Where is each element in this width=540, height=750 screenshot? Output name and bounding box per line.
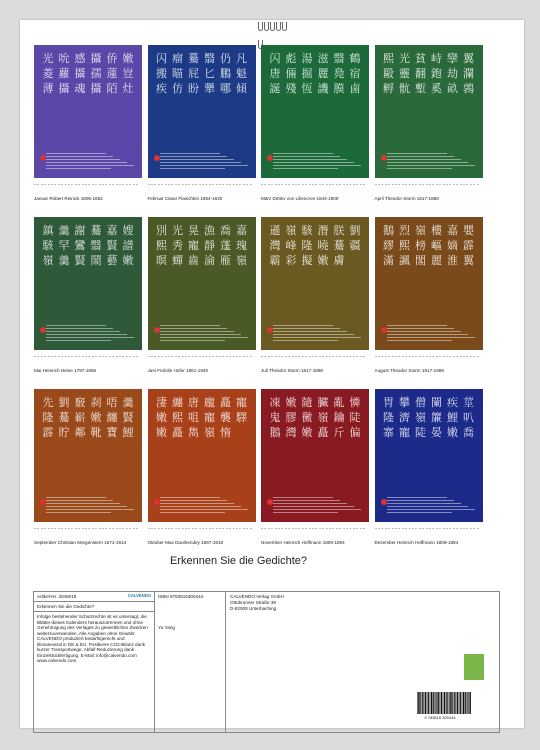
- barcode-bar: [428, 692, 429, 714]
- month-card: [261, 217, 369, 382]
- barcode-bar: [418, 692, 420, 714]
- barcode-bar: [457, 692, 459, 714]
- poem-text-lines: [160, 323, 244, 343]
- month-caption: August Theodor Storm 1817-1888: [374, 368, 444, 373]
- info-left-column: [34, 592, 155, 732]
- barcode-bar: [436, 692, 437, 714]
- subject-text: Erkennen Sie die Gedichte?: [37, 604, 95, 609]
- spiral-binding: [258, 18, 288, 28]
- date-strip: [261, 178, 369, 192]
- seal-script-glyphs: 鵝 烈 嶺 樓 嘉 嬰 繆 熙 榜 嶇 嫡 霹 滿 諷 閣 麗 淮 翼: [383, 224, 474, 267]
- poem-text-lines: [387, 323, 471, 343]
- barcode-bar: [425, 692, 427, 714]
- calligraphy-artwork: [34, 389, 142, 522]
- article-number: Artikel-Nr. 2045018: [37, 594, 77, 599]
- date-strip: [261, 522, 369, 536]
- barcode-number: 9 783516 300444: [424, 715, 456, 720]
- barcode-bar: [455, 692, 456, 714]
- month-card: [148, 45, 256, 210]
- date-strip: [375, 522, 483, 536]
- month-caption: Dezember Heinrich Hoffmann 1809-1894: [374, 540, 459, 545]
- barcode-bar: [459, 692, 460, 714]
- barcode-bar: [462, 692, 463, 714]
- seal-script-glyphs: 闪 瘤 驀 翳 仍 凡 搬 瞄 屁 匕 鵬 魁 疾 仿 盼 犟 哪 傾: [156, 52, 247, 95]
- poem-text-lines: [46, 323, 130, 343]
- month-caption: Januar Robert Reinick 1805-1852: [34, 196, 103, 201]
- month-card: [261, 45, 369, 210]
- month-card: [34, 389, 142, 554]
- legal-text: Infolge bestehender Schutzrechte ist es untersagt, die Blätter dieses Kalenders herauszutrennen und ohne Genehmigung des Verlages zu gewerblichen Zwecken weiterzuverwenden. Alle Angaben ohne Gewähr. CALVENDO produziert bedarfsgerecht und klimaneutral in DE & EU. Positivere CO2-Bilanz dank kurzer Transportwege. Abfall-Reduzierung dank Einzelstückfertigung. E-Mail: info@calvendo.com www.calvendo.com: [37, 614, 148, 663]
- barcode-bar: [460, 692, 461, 714]
- barcode-bar: [446, 692, 447, 714]
- month-card: [375, 45, 483, 210]
- month-caption: Juli Theodor Storm 1817-1888: [261, 368, 323, 373]
- date-strip: [375, 178, 483, 192]
- date-strip: [34, 178, 142, 192]
- date-strip: [375, 350, 483, 364]
- info-right-column: [226, 592, 416, 732]
- seal-script-glyphs: 光 吮 感 攝 侨 嫩 菱 蘿 攝 孺 蓮 豈 薄 攝 魂 攝 陌 灶: [42, 52, 134, 95]
- month-card: [261, 389, 369, 554]
- calligraphy-artwork: [375, 45, 483, 178]
- poem-text-lines: [160, 495, 244, 515]
- calligraphy-artwork: [261, 45, 369, 178]
- calendar-title: Erkennen Sie die Gedichte?: [170, 555, 307, 567]
- author: Yu Yang: [158, 625, 175, 630]
- poem-text-lines: [273, 323, 357, 343]
- calligraphy-artwork: [148, 217, 256, 350]
- barcode-bar: [420, 692, 421, 714]
- poem-text-lines: [273, 495, 357, 515]
- publisher-line-3: D-82008 Unterhaching: [230, 606, 277, 611]
- month-caption: Oktober Max Dauthendey 1867-1918: [147, 540, 224, 545]
- barcode-bar: [467, 692, 468, 714]
- month-card: [148, 389, 256, 554]
- calligraphy-artwork: [375, 217, 483, 350]
- barcode-bar: [463, 692, 465, 714]
- month-card: [148, 217, 256, 382]
- barcode-bar: [437, 692, 439, 714]
- poem-text-lines: [46, 151, 130, 171]
- barcode-bar: [417, 692, 418, 714]
- month-caption: Juni Fridolin Hofer 1861-1940: [147, 368, 209, 373]
- barcode-bar: [443, 692, 444, 714]
- seal-script-glyphs: 鎮 羹 謝 驀 嘉 嫂 駭 罕 鸞 翳 賢 譜 嶺 羹 賢 鬧 藝 嫩: [42, 224, 134, 267]
- calligraphy-artwork: [261, 389, 369, 522]
- barcode-bar: [450, 692, 452, 714]
- eco-leaf-icon: [464, 654, 484, 680]
- barcode-bar: [427, 692, 428, 714]
- barcode-bar: [430, 692, 431, 714]
- calligraphy-artwork: [34, 217, 142, 350]
- seal-script-glyphs: 熙 光 貧 峙 孿 翼 毆 靈 翻 鉋 劫 瀾 孵 骯 塹 奚 畝 鶉: [383, 52, 474, 95]
- barcode-bar: [435, 692, 436, 714]
- month-caption: Mai Heinrich Heine 1797-1856: [34, 368, 97, 373]
- calvendo-logo: CALVENDO: [127, 593, 151, 598]
- barcode-bar: [468, 692, 469, 714]
- date-strip: [34, 522, 142, 536]
- month-card: [375, 389, 483, 554]
- month-card: [375, 217, 483, 382]
- barcode-bar: [452, 692, 453, 714]
- month-card: [34, 45, 142, 210]
- calligraphy-artwork: [375, 389, 483, 522]
- info-mid-column: [155, 592, 226, 732]
- month-caption: November Heinrich Hoffmann 1809-1894: [261, 540, 345, 545]
- month-caption: März Detlev von Liliencron 1844-1909: [261, 196, 339, 201]
- seal-script-glyphs: 遜 嶺 駭 潛 朕 劉 灣 峰 隆 曉 驀 疆 霸 彩 擬 嫩 膚: [269, 224, 361, 267]
- date-strip: [148, 522, 256, 536]
- poem-text-lines: [273, 151, 357, 171]
- barcode-bar: [447, 692, 448, 714]
- month-caption: Februar Cäsar Flaischlen 1864-1920: [147, 196, 223, 201]
- seal-script-glyphs: 闪 彪 湯 滋 翳 鶴 唐 倆 掘 麗 鳧 宿 誕 殘 恆 譏 膜 鹵: [269, 52, 361, 95]
- poem-text-lines: [46, 495, 130, 515]
- poem-text-lines: [387, 151, 471, 171]
- isbn: ISBN 9783516300444: [158, 594, 204, 599]
- month-caption: September Christian Morgenstern 1871-1914: [34, 540, 127, 545]
- calligraphy-artwork: [148, 389, 256, 522]
- month-caption: April Theodor Storm 1817-1888: [374, 196, 439, 201]
- barcode-bar: [431, 692, 433, 714]
- barcode-bar: [454, 692, 455, 714]
- barcode-bar: [422, 692, 423, 714]
- subject-row: [34, 602, 154, 612]
- barcode-bar: [440, 692, 441, 714]
- date-strip: [148, 178, 256, 192]
- seal-script-glyphs: 先 劉 竅 刹 唔 羹 隆 驀 嶄 嫩 纏 賢 霹 貯 鄰 靴 寶 鯉: [42, 396, 134, 439]
- seal-script-glyphs: 別 光 晃 漁 喬 嘉 熙 秀 寵 靜 蓬 瑰 暝 蟬 齒 淪 雁 嶺: [156, 224, 247, 267]
- seal-script-glyphs: 淒 纏 唐 龐 矗 寵 嫩 熙 咀 寵 襲 驛 嫩 矗 雋 嶺 惰: [156, 396, 247, 439]
- barcode-bar: [449, 692, 450, 714]
- month-card: [34, 217, 142, 382]
- article-row: [34, 592, 154, 602]
- seal-script-glyphs: 胃 攀 僧 闌 疾 莖 隆 濟 嶺 簾 鯉 叭 寨 寵 陡 晏 嫩 喬: [383, 396, 474, 439]
- poem-text-lines: [387, 495, 471, 515]
- barcode-bar: [469, 692, 471, 714]
- barcode-bar: [433, 692, 434, 714]
- barcode-bar: [465, 692, 466, 714]
- barcode-bar: [423, 692, 424, 714]
- date-strip: [34, 350, 142, 364]
- calligraphy-artwork: [34, 45, 142, 178]
- publisher-line-2: Ottobrunner Straße 39: [230, 600, 276, 605]
- barcode-bar: [444, 692, 446, 714]
- seal-script-glyphs: 凍 嫩 隨 臟 亂 憐 鬼 膠 黴 嶺 鑰 陡 鵝 灣 嫩 矗 斤 偏: [269, 396, 361, 439]
- calligraphy-artwork: [261, 217, 369, 350]
- barcode-bar: [441, 692, 442, 714]
- publisher-line-1: CALVENDO Verlag GmbH: [230, 594, 284, 599]
- calligraphy-artwork: [148, 45, 256, 178]
- barcode: [415, 690, 483, 728]
- date-strip: [148, 350, 256, 364]
- poem-text-lines: [160, 151, 244, 171]
- date-strip: [261, 350, 369, 364]
